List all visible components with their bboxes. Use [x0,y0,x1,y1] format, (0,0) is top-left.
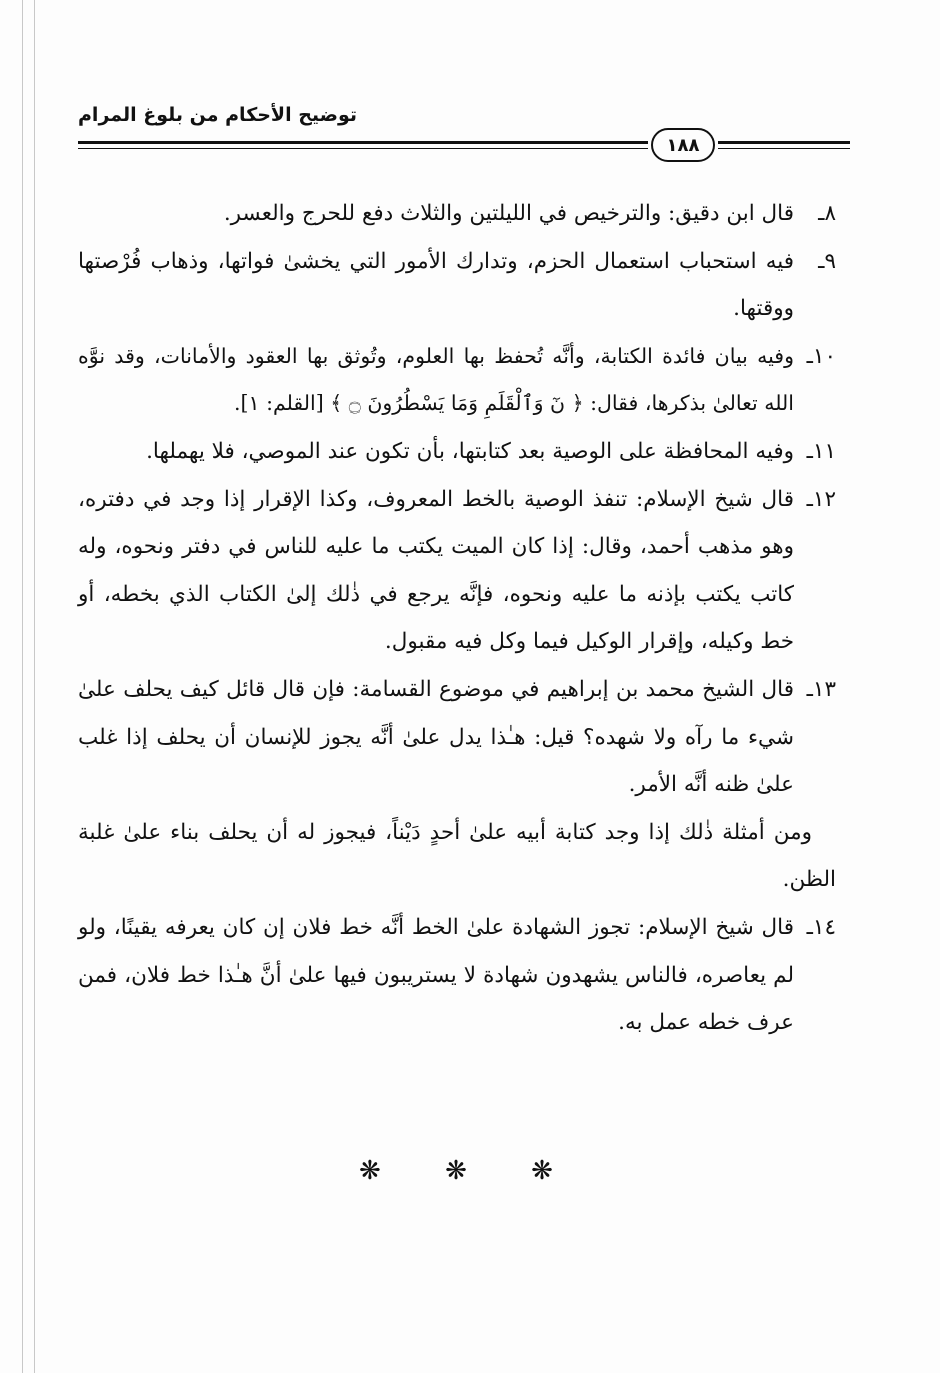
item-number: ١١ـ [806,438,836,464]
item-text: قال شيخ الإسلام: تجوز الشهادة علىٰ الخط أنَّه خط فلان إن كان يعرفه يقينًا، ولو لم يعاصره، فالناس يشهدون شهادة لا يستريبون فيها علىٰ أنَّ هـٰذا خط فلان، فمن عرف خطه عمل به. [78,914,794,1036]
item-text: وفيه بيان فائدة الكتابة، وأنَّه تُحفظ بها العلوم، وتُوثق بها العقود والأمانات، وقد نوَّه الله تعالىٰ بذكرها، فقال: ﴿ نٓ وَٱلْقَلَمِ وَمَا يَسْطُرُونَ ۝ ﴾ [القلم: ١]. [78,343,794,416]
header-rule-left-thin [78,148,648,149]
list-item [78,238,836,333]
list-item [78,190,836,238]
list-item [78,666,836,809]
book-title: توضيح الأحكام من بلوغ المرام [78,104,358,126]
list-item [78,333,836,428]
header-rule-left [78,141,648,144]
item-text: قال شيخ الإسلام: تنفذ الوصية بالخط المعروف، وكذا الإقرار إذا وجد في دفتره، وهو مذهب أحمد، وقال: إذا كان الميت يكتب ما عليه للناس في دفتر ونحوه، وله كاتب يكتب بإذنه ما عليه ونحوه، فإنَّه يرجع في ذٰلك إلىٰ الكتاب الذي بخطه، أو خط وكيله، وإقرار الوكيل فيما وكل فيه مقبول. [78,486,794,655]
item-number: ٩ـ [818,248,836,274]
item-text: وفيه المحافظة على الوصية بعد كتابتها، بأن تكون عند الموصي، فلا يهملها. [146,438,794,464]
header-rule-right-thin [718,148,850,149]
section-separator: ❋ ❋ ❋ [359,1156,581,1186]
item-number: ١٢ـ [806,486,836,512]
list-item [78,476,836,666]
item-text: قال ابن دقيق: والترخيص في الليلتين والثلاث دفع للحرج والعسر. [223,201,794,226]
header-rule-right [718,141,850,144]
item-number: ١٠ـ [806,343,836,369]
list-item [78,904,836,1047]
list-item [78,428,836,476]
item-number: ٨ـ [818,201,836,226]
item-text: قال الشيخ محمد بن إبراهيم في موضوع القسامة: فإن قال قائل كيف يحلف علىٰ شيء ما رآه ولا شهده؟ قيل: هـٰذا يدل علىٰ أنَّه يجوز للإنسان أن يحلف إذا غلب علىٰ ظنه أنَّه الأمر. [78,676,794,798]
item-text: فيه استحباب استعمال الحزم، وتدارك الأمور التي يخشىٰ فواتها، وذهاب فُرْصتها ووقتها. [78,248,794,322]
page-body [78,190,836,1047]
item-number: ١٤ـ [806,914,836,940]
item-number: ١٣ـ [806,676,836,702]
page-number: ١٨٨ [651,128,715,162]
continuation-paragraph: ومن أمثلة ذٰلك إذا وجد كتابة أبيه علىٰ أحدٍ دَيْناً، فيجوز له أن يحلف بناء علىٰ غلبة الظن. [78,819,836,893]
